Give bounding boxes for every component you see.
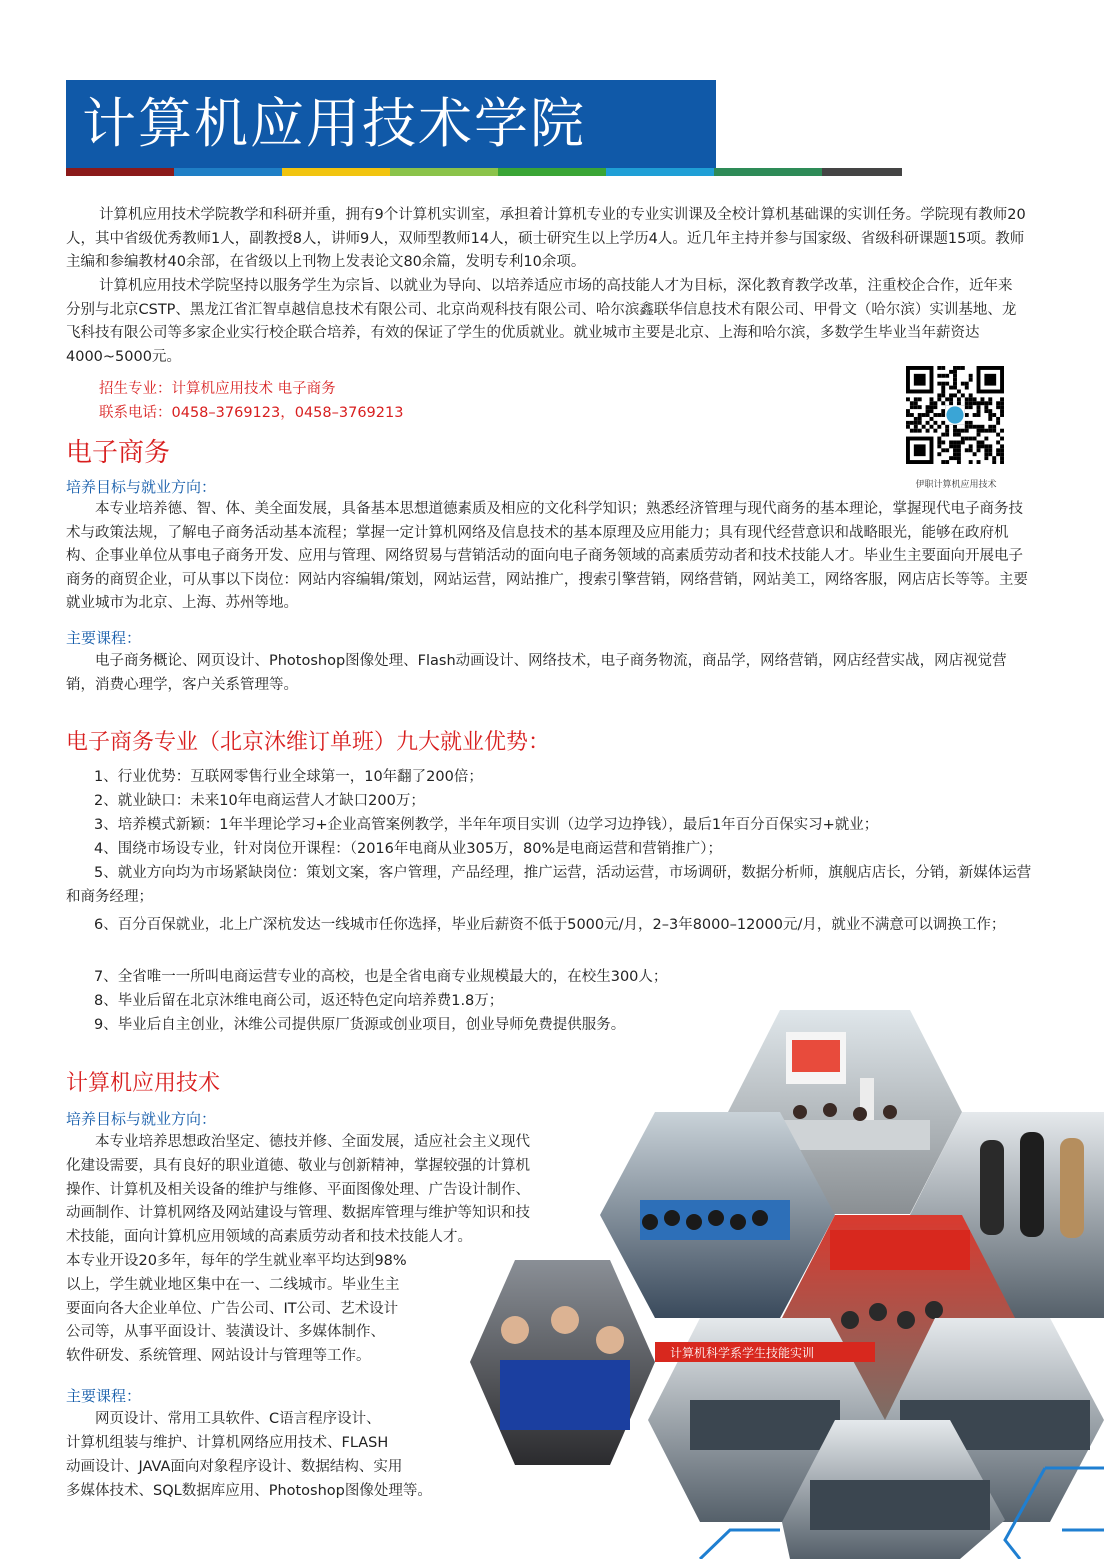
photo-students-phones [470, 1260, 655, 1465]
computer-goal-line: 本专业开设20多年，每年的学生就业率平均达到98% [66, 1253, 407, 1269]
computer-goal-label: 培养目标与就业方向： [66, 1110, 217, 1128]
page-title: 计算机应用技术学院 [66, 80, 716, 168]
stripe-segment [714, 168, 822, 176]
advantage-item: 8、毕业后留在北京沐维电商公司，返还特色定向培养费1.8万； [94, 993, 504, 1009]
advantage-item: 7、全省唯一一所叫电商运营专业的高校，也是全省电商专业规模最大的，在校生300人； [94, 969, 668, 985]
photo-banner-text: 计算机科学系学生技能实训 [670, 1346, 815, 1360]
ecommerce-course-text: 电子商务概论、网页设计、Photoshop图像处理、Flash动画设计、网络技术，电子商务物流，商品学，网络营销，网店经营实战，网店视觉营销，消费心理学，客户关系管理等。 [66, 653, 1007, 693]
advantage-item: 3、培养模式新颖：1年半理论学习+企业高管案例教学，半年年项目实训（边学习边挣钱），最后1年百分百保实习+就业； [94, 817, 879, 833]
qr-caption: 伊职计算机应用技术 [915, 480, 997, 490]
contact-phone: 联系电话：0458–3769123，0458–3769213 [99, 405, 404, 421]
stripe-segment [822, 168, 902, 176]
computer-goal-line: 术技能，面向计算机应用领域的高素质劳动者和技术技能人才。 [66, 1229, 472, 1246]
computer-goal-line: 软件研发、系统管理、网站设计与管理等工作。 [66, 1348, 371, 1365]
computer-goal-line: 操作、计算机及相关设备的维护与维修、平面图像处理、广告设计制作、 [66, 1181, 530, 1198]
computer-goal-line: 本专业培养思想政治坚定、德技并修、全面发展，适应社会主义现代 [95, 1134, 530, 1150]
photo-collage [440, 1000, 1104, 1559]
advantage-item: 4、围绕市场设专业，针对岗位开课程：（2016年电商从业305万，80%是电商运营和营销推广）； [94, 841, 723, 857]
stripe-segment [390, 168, 498, 176]
intro-paragraph-1: 计算机应用技术学院教学和科研并重，拥有9个计算机实训室，承担着计算机专业的专业实训课及全校计算机基础课的实训任务。学院现有教师20人，其中省级优秀教师1人，副教授8人，讲师9人，双师型教师14人，硕士研究生以上学历4人。近几年主持并参与国家级、省级科研课题15项。教师主编和参编教材40余部，在省级以上刊物上发表论文80余篇，发明专利10余项。 [66, 207, 1026, 270]
stripe-segment [66, 168, 174, 176]
stripe-segment [282, 168, 390, 176]
computer-course-line: 网页设计、常用工具软件、C语言程序设计、 [95, 1411, 381, 1427]
advantage-item: 2、就业缺口：未来10年电商运营人才缺口200万； [94, 793, 425, 809]
computer-goal-line: 要面向各大企业单位、广告公司、IT公司、艺术设计 [66, 1300, 399, 1317]
ecommerce-goal-label: 培养目标与就业方向： [66, 478, 217, 496]
advantage-item: 6、百分百保就业，北上广深杭发达一线城市任你选择，毕业后薪资不低于5000元/月，2–3年8000–12000元/月，就业不满意可以调换工作； [94, 917, 1006, 933]
computer-heading: 计算机应用技术 [66, 1071, 221, 1096]
stripe-segment [606, 168, 714, 176]
computer-goal-line: 以上，学生就业地区集中在一、二线城市。毕业生主 [66, 1276, 400, 1293]
computer-course-line: 动画设计、JAVA面向对象程序设计、数据结构、实用 [66, 1459, 403, 1475]
intro-paragraph-2: 计算机应用技术学院坚持以服务学生为宗旨、以就业为导向、以培养适应市场的高技能人才为目标，深化教育教学改革，注重校企合作，近年来分别与北京CSTP、黑龙江省汇智卓越信息技术有限公司、北京尚观科技有限公司、哈尔滨鑫联华信息技术有限公司、甲骨文（哈尔滨）实训基地、龙飞科技有限公司等多家企业实行校企联合培养，有效的保证了学生的优质就业。就业城市主要是北京、上海和哈尔滨，多数学生毕业当年薪资达4000~5000元。 [66, 278, 1017, 365]
computer-course-line: 计算机组装与维护、计算机网络应用技术、FLASH [66, 1435, 389, 1451]
enrollment-majors: 招生专业：计算机应用技术 电子商务 [99, 381, 336, 397]
stripe-segment [498, 168, 606, 176]
ecommerce-goal-text: 本专业培养德、智、体、美全面发展，具备基本思想道德素质及相应的文化科学知识；熟悉经济管理与现代商务的基本理论，掌握现代电子商务技术与政策法规，了解电子商务活动基本流程；掌握一定计算机网络及信息技术的基本原理及应用能力；具有现代经营意识和战略眼光，能够在政府机构、企事业单位从事电子商务开发、应用与管理、网络贸易与营销活动的面向电子商务领域的高素质劳动者和技术技能人才。毕业生主要面向开展电子商务的商贸企业，可从事以下岗位：网站内容编辑/策划，网站运营，网站推广，搜索引擎营销，网络营销，网站美工，网络客服，网店店长等等。主要就业城市为北京、上海、苏州等地。 [66, 501, 1028, 611]
computer-course-line: 多媒体技术、SQL数据库应用、Photoshop图像处理等。 [66, 1483, 432, 1499]
computer-goal-line: 动画制作、计算机网络及网站建设与管理、数据库管理与维护等知识和技 [66, 1205, 530, 1222]
ecommerce-course-label: 主要课程： [66, 629, 142, 647]
advantage-item: 1、行业优势：互联网零售行业全球第一，10年翻了200倍； [94, 769, 483, 785]
advantages-heading: 电子商务专业（北京沐维订单班）九大就业优势： [66, 730, 551, 755]
qr-code-icon [906, 366, 1004, 464]
computer-course-label: 主要课程： [66, 1387, 142, 1405]
ecommerce-heading: 电子商务 [66, 438, 171, 468]
computer-goal-line: 化建设需要，具有良好的职业道德、敬业与创新精神，掌握较强的计算机 [66, 1157, 530, 1174]
advantage-item: 5、就业方向均为市场紧缺岗位：策划文案，客户管理，产品经理，推广运营，活动运营，市场调研，数据分析师，旗舰店店长，分销，新媒体运营和商务经理； [66, 865, 1032, 905]
advantage-item: 9、毕业后自主创业，沐维公司提供原厂货源或创业项目，创业导师免费提供服务。 [94, 1017, 626, 1033]
computer-goal-line: 公司等，从事平面设计、装潢设计、多媒体制作、 [66, 1324, 385, 1341]
stripe-segment [174, 168, 282, 176]
